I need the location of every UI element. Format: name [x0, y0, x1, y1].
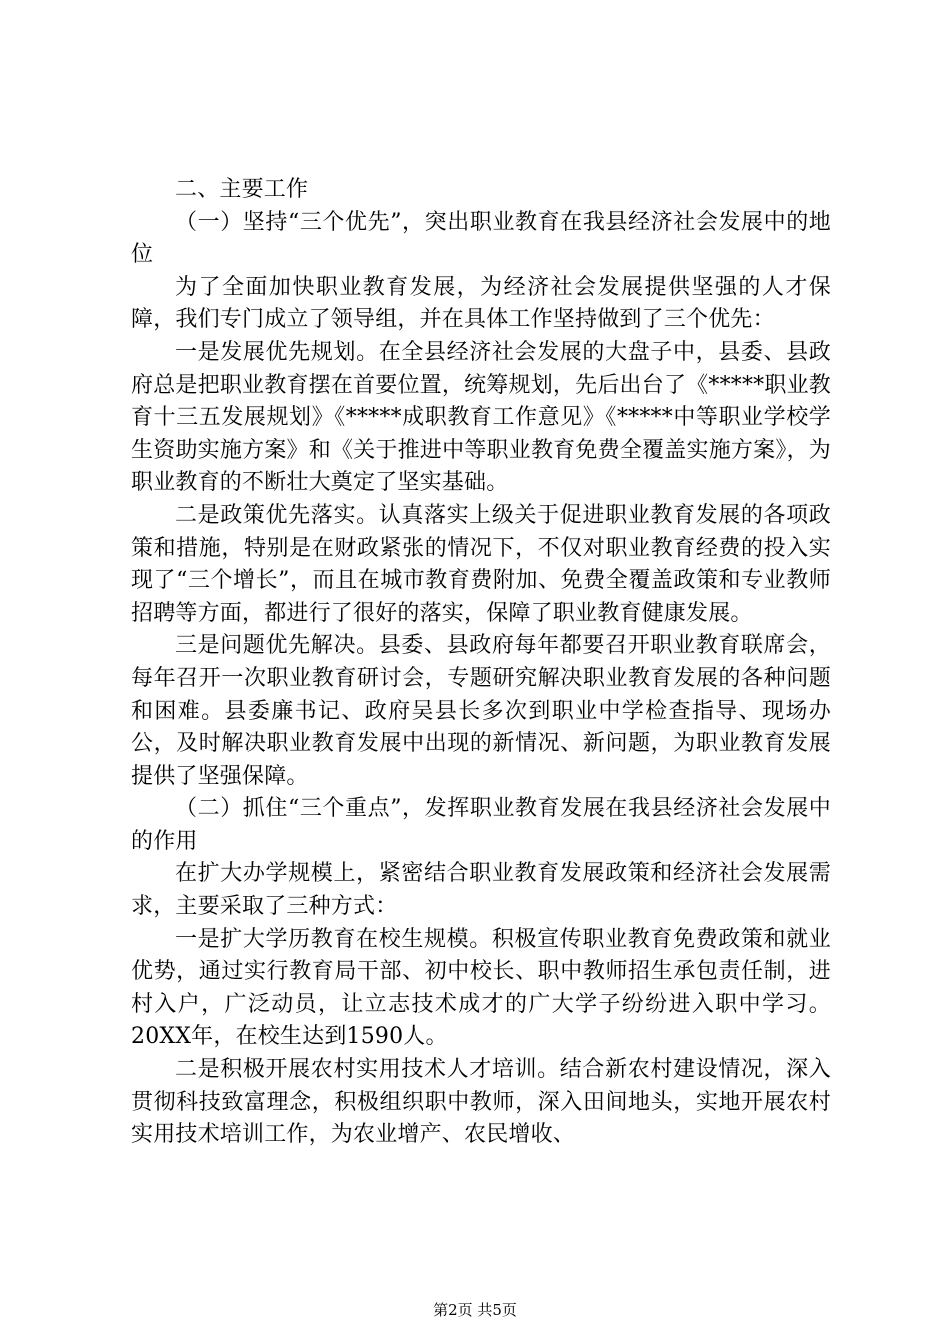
paragraph: 在扩大办学规模上，紧密结合职业教育发展政策和经济社会发展需求，主要采取了三种方式： [131, 861, 831, 920]
paragraph: 二是政策优先落实。认真落实上级关于促进职业教育发展的各项政策和措施，特别是在财政紧张的情况下，不仅对职业教育经费的投入实现了“三个增长”，而且在城市教育费附加、免费全覆盖政策和专业教师招聘等方面，都进行了很好的落实，保障了职业教育健康发展。 [131, 502, 831, 626]
document-body [131, 174, 831, 1152]
paragraph: 二是积极开展农村实用技术人才培训。结合新农村建设情况，深入贯彻科技致富理念，积极组织职中教师，深入田间地头，实地开展农村实用技术培训工作，为农业增产、农民增收、 [131, 1057, 831, 1148]
page-footer: 第2页 共5页 [433, 1301, 517, 1319]
paragraph: 一是发展优先规划。在全县经济社会发展的大盘子中，县委、县政府总是把职业教育摆在首要位置，统筹规划，先后出台了《*****职业教育十三五发展规划》《*****成职教育工作意见》《*****中等职业学校学生资助实施方案》和《关于推进中等职业教育免费全覆盖实施方案》，为职业教育的不断壮大奠定了坚实基础。 [131, 339, 831, 496]
paragraph: 一是扩大学历教育在校生规模。积极宣传职业教育免费政策和就业优势，通过实行教育局干部、初中校长、职中教师招生承包责任制，进村入户，广泛动员，让立志技术成才的广大学子纷纷进入职中学习。20XX年，在校生达到1590人。 [131, 926, 831, 1050]
subsection-heading: （二）抓住“三个重点”，发挥职业教育发展在我县经济社会发展中的作用 [131, 796, 831, 854]
section-heading: 二、主要工作 [175, 177, 309, 202]
paragraph: 为了全面加快职业教育发展，为经济社会发展提供坚强的人才保障，我们专门成立了领导组，并在具体工作坚持做到了三个优先： [131, 274, 831, 333]
subsection-heading: （一）坚持“三个优先”，突出职业教育在我县经济社会发展中的地位 [131, 209, 831, 268]
paragraph: 三是问题优先解决。县委、县政府每年都要召开职业教育联席会，每年召开一次职业教育研讨会，专题研究解决职业教育发展的各种问题和困难。县委廉书记、政府吴县长多次到职业中学检查指导、现场办公，及时解决职业教育发展中出现的新情况、新问题，为职业教育发展提供了坚强保障。 [131, 633, 831, 789]
